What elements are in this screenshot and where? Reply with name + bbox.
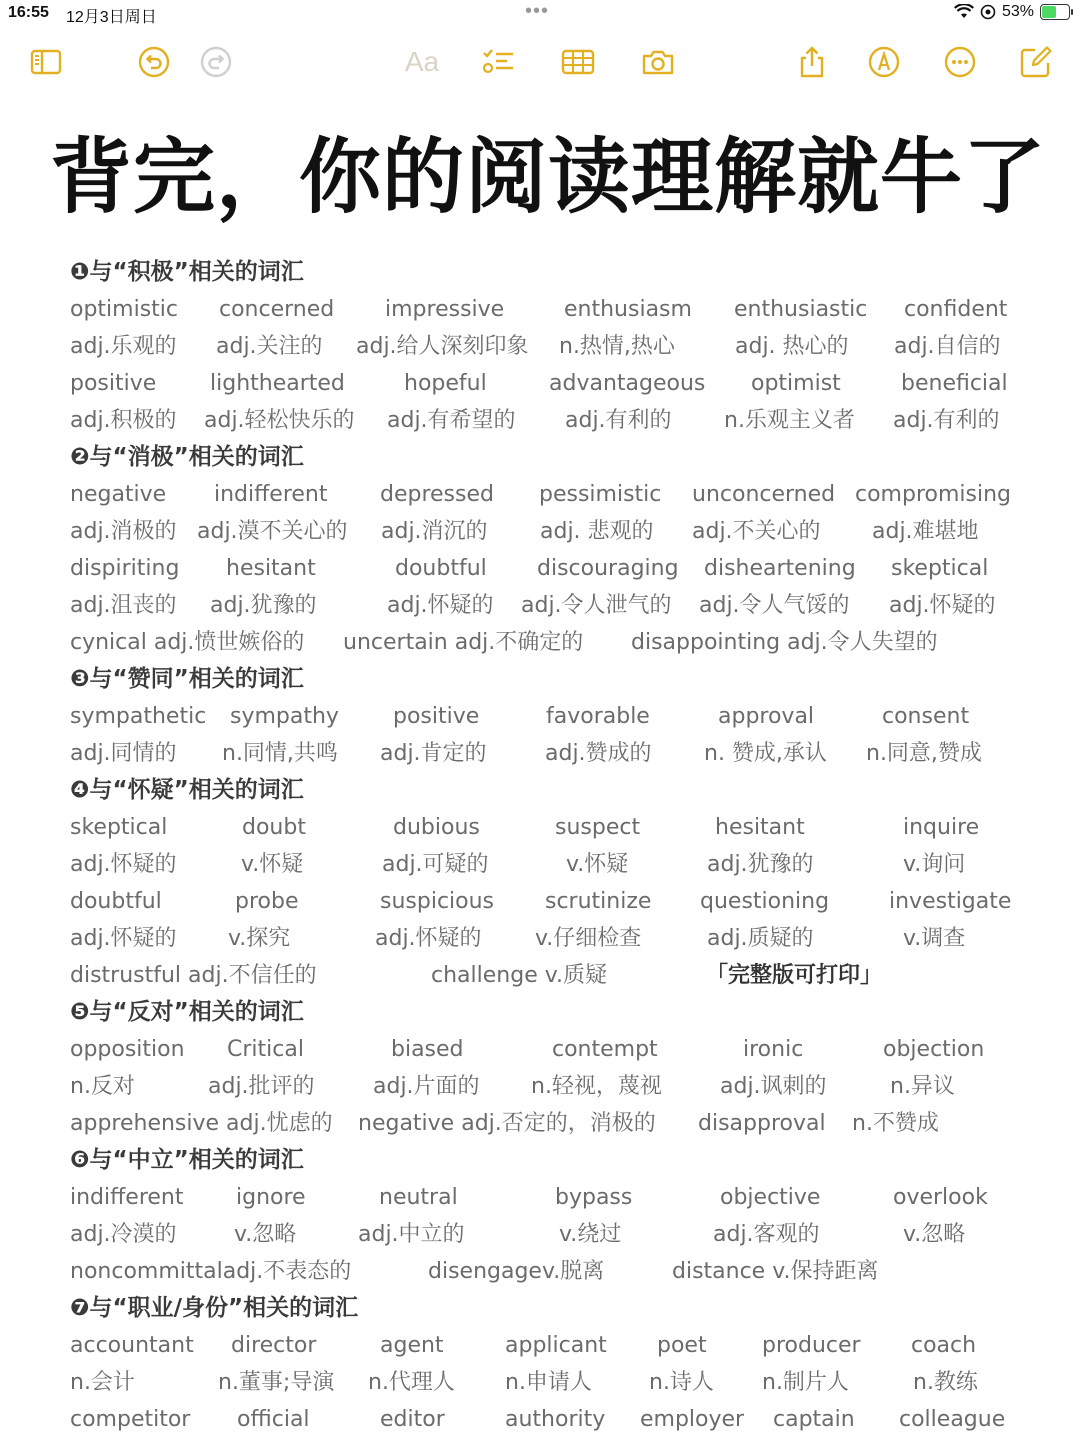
vocab-row: [70, 1216, 1030, 1253]
vocab-row: [70, 1327, 1030, 1364]
vocab-entry: optimist: [751, 371, 841, 396]
status-date: 12月3日周日: [66, 9, 157, 26]
vocab-entry: pessimistic: [539, 482, 662, 507]
vocab-row: [70, 476, 1030, 513]
compose-button[interactable]: [1018, 44, 1054, 80]
section-heading: ❼与“职业/身份”相关的词汇: [70, 1295, 359, 1321]
wifi-icon: [954, 4, 974, 20]
vocab-entry: adj. 悲观的: [540, 519, 654, 544]
vocab-entry: adj.怀疑的: [387, 593, 494, 618]
vocab-entry: skeptical: [891, 556, 989, 581]
vocab-row: [70, 1253, 1030, 1290]
vocab-entry: suspect: [555, 815, 641, 840]
vocab-entry: adj.冷漠的: [70, 1222, 177, 1247]
vocab-entry: n.同情,共鸣: [222, 741, 338, 766]
vocab-entry: disengagev.脱离: [428, 1259, 605, 1284]
vocab-entry: objection: [883, 1037, 985, 1062]
vocab-row: [70, 291, 1030, 328]
vocab-entry: noncommittaladj.不表态的: [70, 1259, 352, 1284]
checklist-icon: [481, 45, 515, 79]
table-button[interactable]: [560, 44, 596, 80]
notes-toolbar: [0, 36, 1080, 86]
vocab-entry: cynical adj.愤世嫉俗的: [70, 630, 305, 655]
vocab-entry: 「完整版可打印」: [706, 963, 883, 988]
vocab-entry: positive: [70, 371, 157, 396]
vocab-entry: sympathy: [230, 704, 339, 729]
vocab-entry: biased: [391, 1037, 464, 1062]
vocab-entry: indifferent: [214, 482, 328, 507]
vocab-entry: official: [237, 1407, 310, 1432]
vocab-entry: distance v.保持距离: [672, 1259, 879, 1284]
vocab-row: [70, 1031, 1030, 1068]
vocab-entry: ironic: [743, 1037, 804, 1062]
vocab-entry: editor: [380, 1407, 445, 1432]
vocab-entry: adj.讽刺的: [720, 1074, 827, 1099]
vocab-row: [70, 1179, 1030, 1216]
vocab-entry: adj.难堪地: [872, 519, 979, 544]
vocab-entry: objective: [720, 1185, 821, 1210]
vocab-row: [70, 513, 1030, 550]
more-button[interactable]: [942, 44, 978, 80]
vocab-entry: dispiriting: [70, 556, 180, 581]
vocab-entry: opposition: [70, 1037, 185, 1062]
vocab-entry: n.制片人: [762, 1370, 849, 1395]
vocab-entry: disheartening: [704, 556, 856, 581]
vocab-entry: n.不赞成: [852, 1111, 939, 1136]
vocab-entry: coach: [911, 1333, 977, 1358]
vocab-entry: producer: [762, 1333, 861, 1358]
location-lock-icon: [980, 4, 996, 20]
vocab-entry: adj.犹豫的: [707, 852, 814, 877]
sidebar-icon: [29, 45, 63, 79]
vocab-row: [70, 1401, 1030, 1438]
vocab-entry: ignore: [236, 1185, 306, 1210]
vocab-row: [70, 920, 1030, 957]
vocab-entry: v.探究: [228, 926, 291, 951]
more-icon: [943, 45, 977, 79]
format-button[interactable]: [400, 44, 444, 80]
vocab-entry: adj.轻松快乐的: [204, 408, 355, 433]
vocab-entry: adj.片面的: [373, 1074, 480, 1099]
vocab-entry: v.仔细检查: [535, 926, 642, 951]
section-heading: ❹与“怀疑”相关的词汇: [70, 777, 304, 803]
vocab-entry: enthusiastic: [734, 297, 868, 322]
vocab-row: [70, 957, 1030, 994]
vocab-row: [70, 1105, 1030, 1142]
vocab-entry: n.教练: [913, 1370, 978, 1395]
vocab-entry: Critical: [227, 1037, 304, 1062]
vocab-entry: adj.肯定的: [380, 741, 487, 766]
vocab-entry: v.询问: [903, 852, 966, 877]
sidebar-toggle-button[interactable]: [28, 44, 64, 80]
vocab-entry: n.乐观主义者: [724, 408, 855, 433]
vocab-entry: adj.怀疑的: [70, 852, 177, 877]
note-title[interactable]: 背完，你的阅读理解就牛了: [50, 130, 1047, 225]
checklist-button[interactable]: [480, 44, 516, 80]
table-icon: [561, 45, 595, 79]
vocab-entry: distrustful adj.不信任的: [70, 963, 317, 988]
vocab-entry: overlook: [893, 1185, 988, 1210]
vocab-entry: n.热情,热心: [559, 334, 675, 359]
vocab-entry: accountant: [70, 1333, 194, 1358]
vocab-entry: positive: [393, 704, 480, 729]
vocab-entry: adj.自信的: [894, 334, 1001, 359]
vocab-entry: probe: [235, 889, 299, 914]
vocab-entry: v.怀疑: [241, 852, 304, 877]
vocab-entry: approval: [718, 704, 815, 729]
vocab-entry: applicant: [505, 1333, 607, 1358]
vocab-row: [70, 550, 1030, 587]
vocab-entry: v.调查: [903, 926, 966, 951]
vocab-entry: adj.有利的: [565, 408, 672, 433]
battery-icon: [1040, 4, 1070, 20]
vocab-entry: adj.中立的: [358, 1222, 465, 1247]
vocab-entry: n.会计: [70, 1370, 135, 1395]
vocab-entry: n.异议: [890, 1074, 955, 1099]
vocab-entry: negative adj.否定的，消极的: [358, 1111, 656, 1136]
vocab-entry: suspicious: [380, 889, 495, 914]
vocab-entry: n.申请人: [505, 1370, 592, 1395]
vocab-entry: adj.赞成的: [545, 741, 652, 766]
vocab-entry: apprehensive adj.忧虑的: [70, 1111, 333, 1136]
vocab-entry: adj.客观的: [713, 1222, 820, 1247]
vocab-row: [70, 846, 1030, 883]
vocab-entry: hopeful: [404, 371, 487, 396]
vocab-entry: adj.乐观的: [70, 334, 177, 359]
vocab-entry: v.怀疑: [566, 852, 629, 877]
vocab-entry: questioning: [700, 889, 830, 914]
vocab-entry: contempt: [552, 1037, 658, 1062]
vocab-entry: n. 赞成,承认: [704, 741, 827, 766]
vocab-entry: concerned: [219, 297, 335, 322]
vocab-entry: adj.漠不关心的: [197, 519, 348, 544]
section-heading: ❶与“积极”相关的词汇: [70, 259, 304, 285]
vocab-entry: compromising: [855, 482, 1011, 507]
section-heading: ❷与“消极”相关的词汇: [70, 444, 304, 470]
vocab-entry: employer: [640, 1407, 745, 1432]
battery-level: [1042, 6, 1056, 18]
vocab-entry: inquire: [903, 815, 980, 840]
vocab-entry: negative: [70, 482, 167, 507]
vocab-entry: v.忽略: [234, 1222, 297, 1247]
vocab-row: [70, 402, 1030, 439]
vocab-entry: uncertain adj.不确定的: [343, 630, 584, 655]
vocab-entry: adj.犹豫的: [210, 593, 317, 618]
camera-icon: [641, 45, 675, 79]
vocab-entry: adj.怀疑的: [375, 926, 482, 951]
vocab-entry: scrutinize: [545, 889, 652, 914]
vocab-entry: disappointing adj.令人失望的: [631, 630, 938, 655]
vocab-entry: consent: [882, 704, 970, 729]
vocab-entry: adj.同情的: [70, 741, 177, 766]
vocab-entry: n.诗人: [649, 1370, 714, 1395]
vocab-entry: n.反对: [70, 1074, 135, 1099]
vocab-entry: adj.怀疑的: [70, 926, 177, 951]
vocab-entry: n.轻视，蔑视: [531, 1074, 662, 1099]
vocab-row: [70, 883, 1030, 920]
camera-button[interactable]: [640, 44, 676, 80]
vocab-row: [70, 1364, 1030, 1401]
vocab-entry: advantageous: [549, 371, 706, 396]
markup-button[interactable]: [866, 44, 902, 80]
vocab-entry: confident: [904, 297, 1008, 322]
vocab-entry: adj.消极的: [70, 519, 177, 544]
vocab-entry: unconcerned: [692, 482, 836, 507]
note-body[interactable]: [70, 254, 1030, 1438]
vocab-entry: doubtful: [395, 556, 487, 581]
vocab-entry: adj.沮丧的: [70, 593, 177, 618]
format-label: Aa: [404, 46, 440, 77]
vocab-entry: favorable: [546, 704, 650, 729]
vocab-entry: competitor: [70, 1407, 191, 1432]
markup-pen-icon: [867, 45, 901, 79]
vocab-row: [70, 735, 1030, 772]
vocab-entry: investigate: [889, 889, 1012, 914]
vocab-entry: doubt: [242, 815, 306, 840]
vocab-entry: lighthearted: [210, 371, 345, 396]
vocab-entry: skeptical: [70, 815, 168, 840]
vocab-entry: challenge v.质疑: [431, 963, 608, 988]
vocab-row: [70, 624, 1030, 661]
vocab-row: [70, 1068, 1030, 1105]
undo-button[interactable]: [136, 44, 172, 80]
vocab-entry: hesitant: [226, 556, 316, 581]
vocab-entry: adj.不关心的: [692, 519, 821, 544]
vocab-entry: director: [231, 1333, 317, 1358]
multitask-dots-icon[interactable]: •••: [525, 0, 550, 22]
vocab-row: [70, 328, 1030, 365]
vocab-entry: n.董事;导演: [218, 1370, 335, 1395]
vocab-entry: adj.可疑的: [382, 852, 489, 877]
battery-percent: 53%: [1001, 3, 1034, 20]
section-heading: ❸与“赞同”相关的词汇: [70, 666, 304, 692]
vocab-entry: depressed: [380, 482, 494, 507]
redo-icon: [199, 45, 233, 79]
vocab-entry: adj.质疑的: [707, 926, 814, 951]
section-heading: ❻与“中立”相关的词汇: [70, 1147, 304, 1173]
vocab-entry: neutral: [379, 1185, 458, 1210]
vocab-entry: colleague: [899, 1407, 1006, 1432]
status-right: [954, 3, 1070, 21]
vocab-entry: adj.令人气馁的: [699, 593, 850, 618]
vocab-entry: doubtful: [70, 889, 162, 914]
redo-button[interactable]: [198, 44, 234, 80]
vocab-entry: adj.有利的: [893, 408, 1000, 433]
share-button[interactable]: [794, 44, 830, 80]
status-time: 16:55: [8, 4, 49, 21]
vocab-entry: discouraging: [537, 556, 679, 581]
vocab-entry: adj.怀疑的: [889, 593, 996, 618]
compose-icon: [1019, 45, 1053, 79]
vocab-entry: adj.积极的: [70, 408, 177, 433]
vocab-entry: hesitant: [715, 815, 805, 840]
vocab-entry: agent: [380, 1333, 444, 1358]
vocab-entry: v.忽略: [903, 1222, 966, 1247]
vocab-entry: bypass: [555, 1185, 633, 1210]
vocab-entry: v.绕过: [559, 1222, 622, 1247]
undo-icon: [137, 45, 171, 79]
vocab-entry: n.同意,赞成: [866, 741, 982, 766]
section-heading: ❺与“反对”相关的词汇: [70, 999, 304, 1025]
vocab-entry: enthusiasm: [564, 297, 692, 322]
vocab-entry: dubious: [393, 815, 480, 840]
vocab-row: [70, 809, 1030, 846]
vocab-row: [70, 365, 1030, 402]
vocab-entry: captain: [773, 1407, 855, 1432]
vocab-entry: impressive: [385, 297, 505, 322]
vocab-entry: disapproval: [698, 1111, 826, 1136]
vocab-entry: n.代理人: [368, 1370, 455, 1395]
vocab-entry: beneficial: [901, 371, 1008, 396]
vocab-entry: indifferent: [70, 1185, 184, 1210]
vocab-entry: adj.消沉的: [381, 519, 488, 544]
vocab-row: [70, 587, 1030, 624]
vocab-entry: optimistic: [70, 297, 179, 322]
vocab-entry: authority: [505, 1407, 606, 1432]
vocab-entry: adj.有希望的: [387, 408, 516, 433]
status-bar: [0, 0, 1080, 28]
vocab-entry: poet: [657, 1333, 707, 1358]
vocab-entry: adj.批评的: [208, 1074, 315, 1099]
vocab-entry: adj.关注的: [216, 334, 323, 359]
vocab-entry: adj.给人深刻印象: [356, 334, 529, 359]
vocab-entry: sympathetic: [70, 704, 207, 729]
vocab-row: [70, 698, 1030, 735]
vocab-entry: adj.令人泄气的: [521, 593, 672, 618]
share-icon: [795, 45, 829, 79]
vocab-entry: adj. 热心的: [735, 334, 849, 359]
